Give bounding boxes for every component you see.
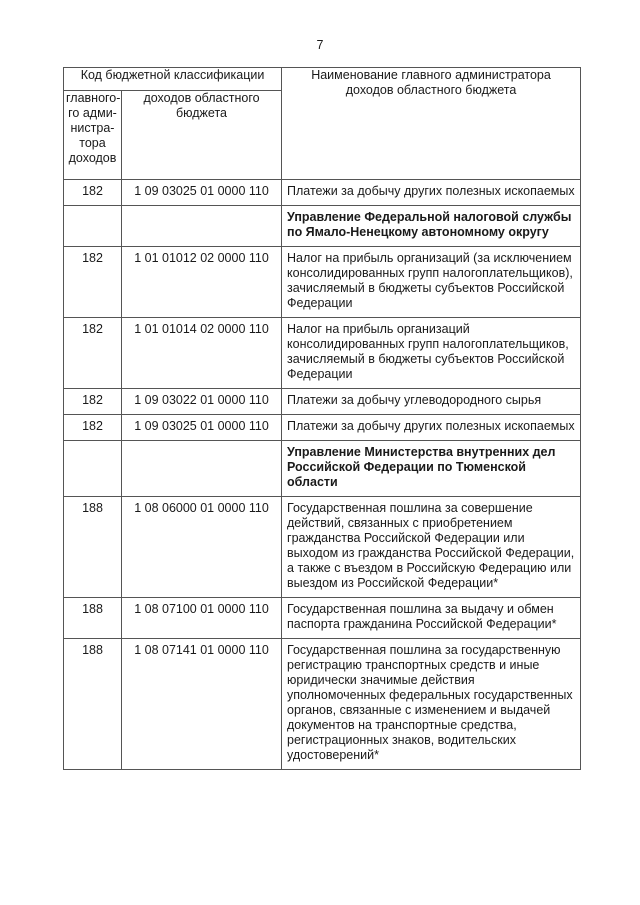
- revenue-name: Государственная пошлина за выдачу и обмен паспорта гражданина Российской Федерации*: [282, 598, 581, 639]
- budget-classification-table: [63, 67, 581, 770]
- section-heading: Управление Федеральной налоговой службы по Ямало-Ненецкому автономному округу: [282, 206, 581, 247]
- budget-code: 1 01 01012 02 0000 110: [122, 247, 282, 318]
- budget-code: 1 09 03025 01 0000 110: [122, 415, 282, 441]
- admin-header-line: главного-: [66, 91, 121, 105]
- admin-code: 182: [64, 180, 122, 206]
- table-row: [64, 180, 581, 206]
- admin-code: 182: [64, 415, 122, 441]
- admin-code: [64, 206, 122, 247]
- admin-header-line: го адми-: [68, 106, 117, 120]
- revenue-name: Налог на прибыль организаций консолидированных групп налогоплательщиков, зачисляемый в бюджеты субъектов Российской Федерации: [282, 318, 581, 389]
- admin-header-line: доходов: [68, 151, 117, 165]
- revenue-name: Платежи за добычу других полезных ископаемых: [282, 180, 581, 206]
- table-body: [64, 180, 581, 770]
- table-row: [64, 441, 581, 497]
- kbk-header: Код бюджетной классификации: [64, 68, 282, 91]
- revenue-name: Налог на прибыль организаций (за исключением консолидированных групп налогоплательщиков), зачисляемый в бюджеты субъектов Российской Федерации: [282, 247, 581, 318]
- admin-code: 188: [64, 639, 122, 770]
- admin-code: 182: [64, 318, 122, 389]
- budget-code: 1 09 03025 01 0000 110: [122, 180, 282, 206]
- budget-code: 1 01 01014 02 0000 110: [122, 318, 282, 389]
- regional-revenue-code-header: доходов областного бюджета: [122, 91, 282, 180]
- main-administrator-code-header: [64, 91, 122, 180]
- table-row: [64, 598, 581, 639]
- administrator-name-header: Наименование главного администратора доходов областного бюджета: [282, 68, 581, 180]
- section-heading: Управление Министерства внутренних дел Российской Федерации по Тюменской области: [282, 441, 581, 497]
- admin-header-line: тора: [79, 136, 106, 150]
- page-number: 7: [316, 38, 324, 52]
- admin-code: 182: [64, 247, 122, 318]
- revenue-name: Платежи за добычу других полезных ископаемых: [282, 415, 581, 441]
- table-row: [64, 206, 581, 247]
- budget-code: 1 08 06000 01 0000 110: [122, 497, 282, 598]
- budget-code: [122, 441, 282, 497]
- revenue-name: Государственная пошлина за государственную регистрацию транспортных средств и иные юридически значимые действия уполномоченных федеральных государственных органов, связанные с изменением и выдачей документов на транспортные средства, регистрационных знаков, водительских удостоверений*: [282, 639, 581, 770]
- budget-code: 1 08 07100 01 0000 110: [122, 598, 282, 639]
- table-row: [64, 247, 581, 318]
- admin-code: 182: [64, 389, 122, 415]
- admin-header-line: нистра-: [70, 121, 115, 135]
- table-row: [64, 389, 581, 415]
- table-row: [64, 497, 581, 598]
- table-row: [64, 639, 581, 770]
- table-row: [64, 318, 581, 389]
- budget-code: 1 09 03022 01 0000 110: [122, 389, 282, 415]
- admin-code: 188: [64, 497, 122, 598]
- budget-code: 1 08 07141 01 0000 110: [122, 639, 282, 770]
- admin-code: 188: [64, 598, 122, 639]
- revenue-name: Платежи за добычу углеводородного сырья: [282, 389, 581, 415]
- revenue-name: Государственная пошлина за совершение действий, связанных с приобретением гражданства Российской Федерации или выходом из гражданства Российской Федерации, а также с въездом в Российскую Федерацию или выездом из Российской Федерации*: [282, 497, 581, 598]
- table-row: [64, 415, 581, 441]
- budget-code: [122, 206, 282, 247]
- admin-code: [64, 441, 122, 497]
